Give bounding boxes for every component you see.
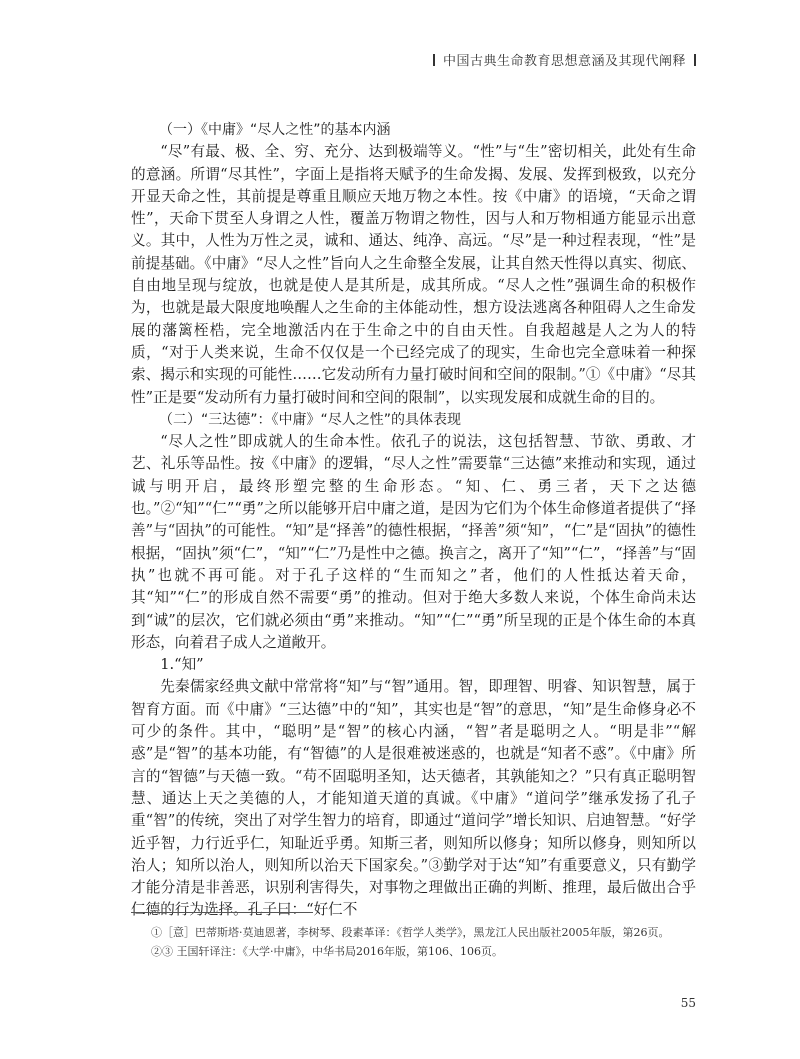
footnote-1: ①［意］巴蒂斯塔·莫迪恩著，李树琴、段素革译：《哲学人类学》，黑龙江人民出版社2005年版，第26页。: [151, 926, 670, 939]
section2-heading: （二）“三达德”：《中庸》“尽人之性”的具体表现: [159, 411, 462, 428]
section1-heading: （一）《中庸》“尽人之性”的基本内涵: [159, 122, 391, 138]
header-bar-left: [433, 54, 435, 66]
footnote-divider: [131, 912, 313, 913]
section1-paragraph: “尽”有最、极、全、穷、充分、达到极端等义。“性”与“生”密切相关，此处有生命的意涵。所谓“尽其性”，字面上是指将天赋予的生命发揭、发展、发挥到极致，以充分开显天命之性，其前提是尊重且顺应天地万物之本性。按《中庸》的语境，“天命之谓性”，天命下贯至人身谓之人性，覆盖万物谓之物性，因与人和万物相通方能显示出意义。其中，人性为万性之灵，诚和、通达、纯净、高远。“尽”是一种过程表现，“性”是前提基础。《中庸》“尽人之性”旨向人之生命整全发展，让其自然天性得以真实、彻底、自由地呈现与绽放，也就是使人是其所是，成其所成。“尽人之性”强调生命的积极作为，也就是最大限度地唤醒人之生命的主体能动性，想方设法逃离各种阻碍人之生命发展的藩篱桎梏，完全地激活内在于生命之中的自由天性。自我超越是人之为人的特质，“对于人类来说，生命不仅仅是一个已经完成了的现实，生命也完全意味着一种探索、揭示和实现的可能性……它发动所有力量打破时间和空间的限制。”①《中庸》“尽其性”正是要“发动所有力量打破时间和空间的限制”，以实现发展和成就生命的目的。: [131, 143, 696, 406]
section2-paragraph: “尽人之性”即成就人的生命本性。依孔子的说法，这包括智慧、节欲、勇敢、才艺、礼乐等品性。按《中庸》的逻辑，“尽人之性”需要靠“三达德”来推动和实现，通过诚与明开启，最终形塑完整的生命形态。“知、仁、勇三者，天下之达德也。”②“知”“仁”“勇”之所以能够开启中庸之道，是因为它们为个体生命修道者提供了“择善”与“固执”的可能性。“知”是“择善”的德性根据，“择善”须“知”，“仁”是“固执”的德性根据，“固执”须“仁”，“知”“仁”乃是性中之德。换言之，离开了“知”“仁”，“择善”与“固执”也就不再可能。对于孔子这样的“生而知之”者，他们的人性抵达着天命，其“知”“仁”的形成自然不需要“勇”的推动。但对于绝大多数人来说，个体生命尚未达到“诚”的层次，它们就必须由“勇”来推动。“知”“仁”“勇”所呈现的正是个体生命的本真形态，向着君子成人之道敞开。: [131, 433, 696, 651]
footnotes: [151, 923, 696, 961]
subsection1-heading: 1.“知”: [160, 656, 204, 674]
footnote-2: ②③ 王国轩译注：《大学·中庸》，中华书局2016年版，第106、106页。: [151, 945, 503, 958]
running-header: [425, 50, 704, 69]
main-text: [131, 119, 696, 922]
subsection1-paragraph: 先秦儒家经典文献中常常将“知”与“智”通用。智，即理智、明睿、知识智慧，属于智育方面。而《中庸》“三达德”中的“知”，其实也是“智”的意思，“知”是生命修身必不可少的条件。其中，“聪明”是“智”的核心内涵，“智”者是聪明之人。“明是非”“解惑”是“智”的基本功能，有“智德”的人是很难被迷惑的，也就是“知者不惑”。《中庸》所言的“智德”与天德一致。“苟不固聪明圣知，达天德者，其孰能知之？”只有真正聪明智慧、通达上天之美德的人，才能知道天道的真诚。《中庸》“道问学”继承发扬了孔子重“智”的传统，突出了对学生智力的培育，即通过“道问学”增长知识、启迪智慧。“好学近乎智，力行近乎仁，知耻近乎勇。知斯三者，则知所以修身；知所以修身，则知所以治人；知所以治人，则知所以治天下国家矣。”③勤学对于达“知”有重要意义，只有勤学才能分清是非善恶，识别利害得失，对事物之理做出正确的判断、推理，最后做出合乎仁德的行为选择。孔子曰：“好仁不: [131, 678, 696, 919]
page-number: 55: [680, 996, 696, 1010]
running-title: 中国古典生命教育思想意涵及其现代阐释: [442, 54, 686, 69]
header-bar-right: [694, 54, 696, 66]
